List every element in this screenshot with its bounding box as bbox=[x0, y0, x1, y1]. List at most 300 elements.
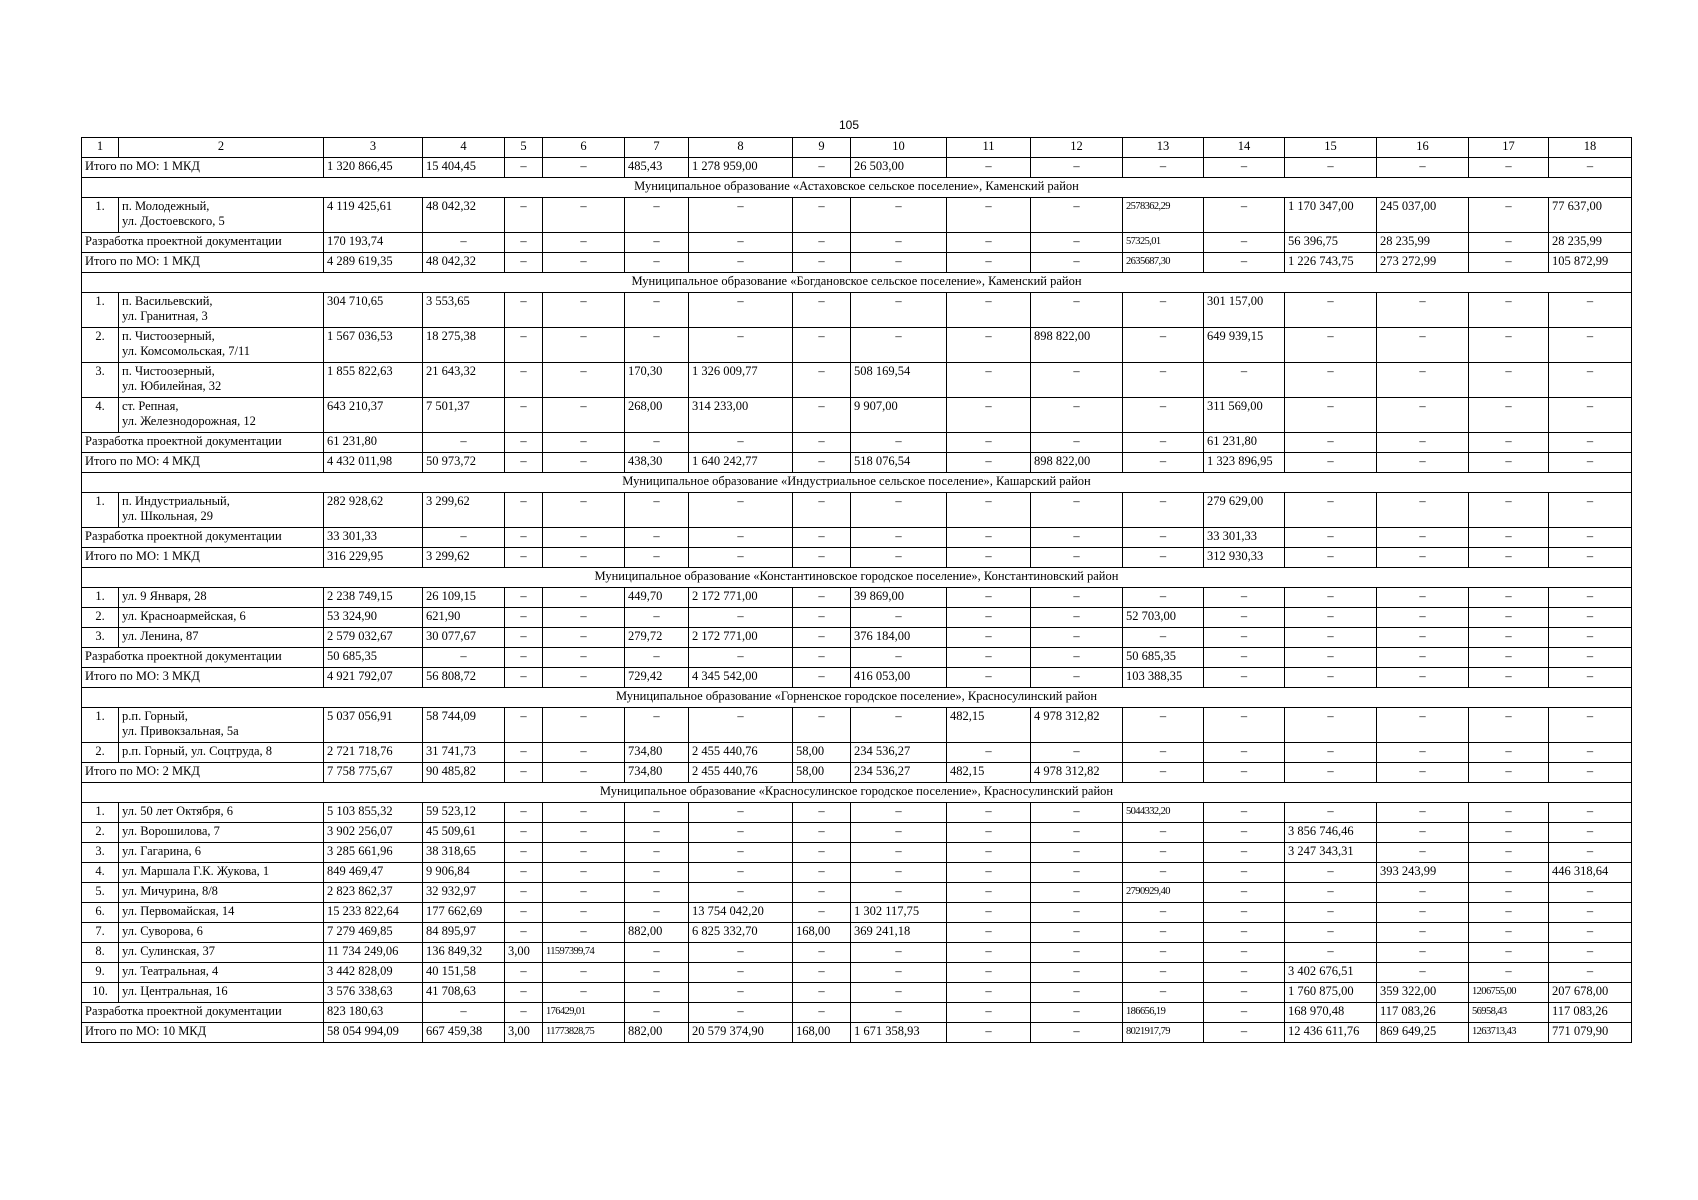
value-cell: – bbox=[947, 923, 1031, 943]
value-cell: 41 708,63 bbox=[423, 983, 505, 1003]
address-cell bbox=[119, 608, 324, 628]
value-cell: 4 978 312,82 bbox=[1031, 763, 1123, 783]
value-cell: – bbox=[947, 293, 1031, 328]
address-line: ул. Театральная, 4 bbox=[122, 964, 219, 978]
value-cell: 52 703,00 bbox=[1123, 608, 1204, 628]
column-header: 13 bbox=[1123, 138, 1204, 158]
value-cell: 314 233,00 bbox=[689, 398, 793, 433]
value-cell: – bbox=[1469, 198, 1549, 233]
value-cell: 268,00 bbox=[625, 398, 689, 433]
value-cell: 2 455 440,76 bbox=[689, 743, 793, 763]
row-number: 1. bbox=[82, 588, 119, 608]
section-title: Муниципальное образование «Константиновское городское поселение», Константиновский район bbox=[82, 568, 1632, 588]
value-cell: – bbox=[1469, 708, 1549, 743]
value-cell: – bbox=[1031, 363, 1123, 398]
value-cell: – bbox=[851, 943, 947, 963]
value-cell: 2578362,29 bbox=[1123, 198, 1204, 233]
value-cell: 2 823 862,37 bbox=[324, 883, 423, 903]
row-number: 6. bbox=[82, 903, 119, 923]
value-cell: – bbox=[689, 863, 793, 883]
data-table bbox=[81, 137, 1632, 1043]
value-cell: – bbox=[1549, 588, 1632, 608]
value-cell: – bbox=[543, 903, 625, 923]
value-cell: 234 536,27 bbox=[851, 763, 947, 783]
value-cell: 136 849,32 bbox=[423, 943, 505, 963]
row-label: Итого по МО: 3 МКД bbox=[82, 668, 324, 688]
value-cell: 56958,43 bbox=[1469, 1003, 1549, 1023]
value-cell: 1 326 009,77 bbox=[689, 363, 793, 398]
value-cell: – bbox=[1469, 628, 1549, 648]
value-cell: – bbox=[689, 823, 793, 843]
table-row bbox=[82, 493, 1632, 528]
value-cell: 11 734 249,06 bbox=[324, 943, 423, 963]
value-cell: 45 509,61 bbox=[423, 823, 505, 843]
table-row bbox=[82, 823, 1632, 843]
value-cell: – bbox=[793, 198, 851, 233]
value-cell: – bbox=[689, 708, 793, 743]
value-cell: 168 970,48 bbox=[1285, 1003, 1377, 1023]
address-cell bbox=[119, 903, 324, 923]
value-cell: – bbox=[851, 803, 947, 823]
value-cell: 50 973,72 bbox=[423, 453, 505, 473]
column-header: 11 bbox=[947, 138, 1031, 158]
value-cell: – bbox=[505, 548, 543, 568]
table-row bbox=[82, 923, 1632, 943]
value-cell: – bbox=[505, 923, 543, 943]
value-cell: – bbox=[793, 493, 851, 528]
value-cell: – bbox=[1549, 328, 1632, 363]
value-cell: 61 231,80 bbox=[324, 433, 423, 453]
value-cell: – bbox=[1469, 963, 1549, 983]
value-cell: – bbox=[543, 328, 625, 363]
value-cell: – bbox=[1285, 628, 1377, 648]
row-number: 1. bbox=[82, 293, 119, 328]
value-cell: – bbox=[1285, 158, 1377, 178]
value-cell: – bbox=[1549, 628, 1632, 648]
value-cell: – bbox=[793, 963, 851, 983]
value-cell: – bbox=[1377, 608, 1469, 628]
value-cell: – bbox=[1031, 198, 1123, 233]
value-cell: 20 579 374,90 bbox=[689, 1023, 793, 1043]
value-cell: – bbox=[1377, 923, 1469, 943]
value-cell: – bbox=[851, 548, 947, 568]
value-cell: 15 233 822,64 bbox=[324, 903, 423, 923]
value-cell: – bbox=[1031, 883, 1123, 903]
value-cell: – bbox=[1204, 863, 1285, 883]
value-cell: – bbox=[625, 823, 689, 843]
value-cell: 3,00 bbox=[505, 943, 543, 963]
value-cell: – bbox=[851, 823, 947, 843]
value-cell: – bbox=[1204, 743, 1285, 763]
value-cell: 667 459,38 bbox=[423, 1023, 505, 1043]
value-cell: 518 076,54 bbox=[851, 453, 947, 473]
value-cell: 105 872,99 bbox=[1549, 253, 1632, 273]
value-cell: – bbox=[1377, 708, 1469, 743]
value-cell: 3 299,62 bbox=[423, 548, 505, 568]
value-cell: – bbox=[1285, 453, 1377, 473]
value-cell: – bbox=[505, 903, 543, 923]
address-cell bbox=[119, 803, 324, 823]
value-cell: – bbox=[1377, 328, 1469, 363]
address-line: ул. Гагарина, 6 bbox=[122, 844, 202, 858]
value-cell: – bbox=[1549, 158, 1632, 178]
value-cell: – bbox=[1204, 983, 1285, 1003]
value-cell: – bbox=[1549, 943, 1632, 963]
value-cell: – bbox=[947, 398, 1031, 433]
value-cell: – bbox=[689, 528, 793, 548]
value-cell: 1 320 866,45 bbox=[324, 158, 423, 178]
value-cell: 186656,19 bbox=[1123, 1003, 1204, 1023]
value-cell: – bbox=[1123, 963, 1204, 983]
value-cell: – bbox=[625, 328, 689, 363]
address-line: ул. Железнодорожная, 12 bbox=[122, 414, 256, 428]
column-header-row bbox=[82, 138, 1632, 158]
value-cell: – bbox=[689, 233, 793, 253]
value-cell: – bbox=[1285, 923, 1377, 943]
row-number: 2. bbox=[82, 743, 119, 763]
value-cell: 301 157,00 bbox=[1204, 293, 1285, 328]
value-cell: – bbox=[543, 628, 625, 648]
value-cell: – bbox=[505, 823, 543, 843]
value-cell: – bbox=[851, 863, 947, 883]
row-label: Разработка проектной документации bbox=[82, 233, 324, 253]
value-cell: – bbox=[1031, 963, 1123, 983]
value-cell: – bbox=[947, 983, 1031, 1003]
value-cell: – bbox=[1469, 668, 1549, 688]
value-cell: – bbox=[1377, 588, 1469, 608]
value-cell: – bbox=[543, 763, 625, 783]
value-cell: – bbox=[625, 943, 689, 963]
value-cell: – bbox=[625, 233, 689, 253]
value-cell: – bbox=[625, 1003, 689, 1023]
value-cell: – bbox=[1285, 528, 1377, 548]
value-cell: 177 662,69 bbox=[423, 903, 505, 923]
value-cell: 3 442 828,09 bbox=[324, 963, 423, 983]
value-cell: 273 272,99 bbox=[1377, 253, 1469, 273]
value-cell: – bbox=[1377, 493, 1469, 528]
value-cell: – bbox=[543, 608, 625, 628]
value-cell: – bbox=[543, 668, 625, 688]
value-cell: 5 037 056,91 bbox=[324, 708, 423, 743]
address-cell bbox=[119, 628, 324, 648]
value-cell: – bbox=[1377, 433, 1469, 453]
value-cell: 31 741,73 bbox=[423, 743, 505, 763]
value-cell: – bbox=[1204, 233, 1285, 253]
address-cell bbox=[119, 823, 324, 843]
value-cell: – bbox=[947, 943, 1031, 963]
value-cell: – bbox=[1123, 863, 1204, 883]
value-cell: – bbox=[625, 548, 689, 568]
value-cell: – bbox=[1285, 743, 1377, 763]
value-cell: 21 643,32 bbox=[423, 363, 505, 398]
value-cell: – bbox=[1377, 158, 1469, 178]
value-cell: – bbox=[1549, 903, 1632, 923]
address-line: п. Молодежный, bbox=[122, 199, 210, 213]
value-cell: – bbox=[1549, 648, 1632, 668]
value-cell: 53 324,90 bbox=[324, 608, 423, 628]
value-cell: 1263713,43 bbox=[1469, 1023, 1549, 1043]
value-cell: – bbox=[947, 608, 1031, 628]
section-title: Муниципальное образование «Горненское городское поселение», Красносулинский район bbox=[82, 688, 1632, 708]
value-cell: – bbox=[625, 253, 689, 273]
address-line: п. Чистоозерный, bbox=[122, 329, 215, 343]
value-cell: – bbox=[851, 253, 947, 273]
value-cell: 882,00 bbox=[625, 923, 689, 943]
value-cell: 734,80 bbox=[625, 763, 689, 783]
value-cell: – bbox=[947, 158, 1031, 178]
address-line: р.п. Горный, ул. Соцтруда, 8 bbox=[122, 744, 273, 758]
column-header: 2 bbox=[119, 138, 324, 158]
address-cell bbox=[119, 843, 324, 863]
value-cell: 1 170 347,00 bbox=[1285, 198, 1377, 233]
value-cell: – bbox=[543, 293, 625, 328]
value-cell: – bbox=[625, 708, 689, 743]
address-line: п. Индустриальный, bbox=[122, 494, 230, 508]
value-cell: – bbox=[851, 493, 947, 528]
address-line: ул. Красноармейская, 6 bbox=[122, 609, 246, 623]
value-cell: – bbox=[793, 253, 851, 273]
value-cell: – bbox=[1469, 363, 1549, 398]
value-cell: 3 553,65 bbox=[423, 293, 505, 328]
value-cell: – bbox=[1123, 843, 1204, 863]
value-cell: – bbox=[1204, 903, 1285, 923]
value-cell: – bbox=[1031, 1003, 1123, 1023]
value-cell: – bbox=[625, 528, 689, 548]
address-line: ул. Гранитная, 3 bbox=[122, 309, 208, 323]
address-cell bbox=[119, 983, 324, 1003]
column-header: 18 bbox=[1549, 138, 1632, 158]
address-line: ул. Маршала Г.К. Жукова, 1 bbox=[122, 864, 270, 878]
value-cell: 771 079,90 bbox=[1549, 1023, 1632, 1043]
value-cell: 58 054 994,09 bbox=[324, 1023, 423, 1043]
value-cell: – bbox=[1377, 548, 1469, 568]
address-line: ул. Мичурина, 8/8 bbox=[122, 884, 218, 898]
value-cell: 4 289 619,35 bbox=[324, 253, 423, 273]
value-cell: – bbox=[793, 453, 851, 473]
value-cell: – bbox=[851, 198, 947, 233]
row-number: 2. bbox=[82, 823, 119, 843]
value-cell: 234 536,27 bbox=[851, 743, 947, 763]
value-cell: – bbox=[1469, 588, 1549, 608]
row-number: 4. bbox=[82, 863, 119, 883]
value-cell: – bbox=[1377, 398, 1469, 433]
total-row bbox=[82, 1023, 1632, 1043]
value-cell: – bbox=[1204, 588, 1285, 608]
value-cell: 30 077,67 bbox=[423, 628, 505, 648]
value-cell: – bbox=[947, 883, 1031, 903]
value-cell: – bbox=[851, 883, 947, 903]
value-cell: – bbox=[543, 363, 625, 398]
value-cell: – bbox=[1469, 823, 1549, 843]
address-cell bbox=[119, 708, 324, 743]
value-cell: – bbox=[689, 883, 793, 903]
value-cell: 304 710,65 bbox=[324, 293, 423, 328]
value-cell: – bbox=[1469, 843, 1549, 863]
value-cell: – bbox=[1549, 493, 1632, 528]
value-cell: 26 503,00 bbox=[851, 158, 947, 178]
value-cell: 1 302 117,75 bbox=[851, 903, 947, 923]
value-cell: 446 318,64 bbox=[1549, 863, 1632, 883]
value-cell: – bbox=[543, 493, 625, 528]
value-cell: – bbox=[1285, 398, 1377, 433]
value-cell: – bbox=[505, 763, 543, 783]
value-cell: – bbox=[625, 493, 689, 528]
value-cell: 898 822,00 bbox=[1031, 453, 1123, 473]
row-number: 2. bbox=[82, 608, 119, 628]
value-cell: – bbox=[505, 628, 543, 648]
value-cell: – bbox=[1549, 883, 1632, 903]
value-cell: 1 671 358,93 bbox=[851, 1023, 947, 1043]
row-label: Итого по МО: 1 МКД bbox=[82, 158, 324, 178]
row-label: Итого по МО: 2 МКД bbox=[82, 763, 324, 783]
value-cell: – bbox=[1377, 963, 1469, 983]
value-cell: – bbox=[505, 803, 543, 823]
value-cell: 729,42 bbox=[625, 668, 689, 688]
value-cell: – bbox=[625, 433, 689, 453]
value-cell: – bbox=[505, 433, 543, 453]
value-cell: – bbox=[505, 883, 543, 903]
value-cell: 58,00 bbox=[793, 743, 851, 763]
value-cell: – bbox=[1285, 648, 1377, 668]
value-cell: – bbox=[1469, 293, 1549, 328]
value-cell: 39 869,00 bbox=[851, 588, 947, 608]
value-cell: – bbox=[1377, 743, 1469, 763]
value-cell: 359 322,00 bbox=[1377, 983, 1469, 1003]
value-cell: – bbox=[1549, 548, 1632, 568]
total-row bbox=[82, 1003, 1632, 1023]
value-cell: 84 895,97 bbox=[423, 923, 505, 943]
value-cell: – bbox=[1031, 983, 1123, 1003]
value-cell: – bbox=[1285, 763, 1377, 783]
value-cell: – bbox=[1123, 433, 1204, 453]
row-label: Разработка проектной документации bbox=[82, 648, 324, 668]
value-cell: – bbox=[793, 943, 851, 963]
section-header-row bbox=[82, 688, 1632, 708]
value-cell: – bbox=[1204, 608, 1285, 628]
value-cell: – bbox=[1204, 158, 1285, 178]
value-cell: 168,00 bbox=[793, 923, 851, 943]
value-cell: 15 404,45 bbox=[423, 158, 505, 178]
value-cell: – bbox=[947, 863, 1031, 883]
value-cell: 6 825 332,70 bbox=[689, 923, 793, 943]
address-line: ул. 50 лет Октября, 6 bbox=[122, 804, 234, 818]
value-cell: – bbox=[543, 983, 625, 1003]
value-cell: – bbox=[1204, 648, 1285, 668]
value-cell: – bbox=[1031, 923, 1123, 943]
value-cell: 869 649,25 bbox=[1377, 1023, 1469, 1043]
table-row bbox=[82, 983, 1632, 1003]
value-cell: 56 808,72 bbox=[423, 668, 505, 688]
value-cell: 59 523,12 bbox=[423, 803, 505, 823]
value-cell: – bbox=[947, 528, 1031, 548]
value-cell: – bbox=[689, 943, 793, 963]
value-cell: – bbox=[543, 453, 625, 473]
value-cell: 3 402 676,51 bbox=[1285, 963, 1377, 983]
value-cell: 13 754 042,20 bbox=[689, 903, 793, 923]
value-cell: – bbox=[689, 803, 793, 823]
value-cell: 28 235,99 bbox=[1549, 233, 1632, 253]
value-cell: – bbox=[543, 963, 625, 983]
value-cell: – bbox=[505, 293, 543, 328]
address-cell bbox=[119, 293, 324, 328]
value-cell: 882,00 bbox=[625, 1023, 689, 1043]
table-row bbox=[82, 743, 1632, 763]
value-cell: – bbox=[1204, 843, 1285, 863]
value-cell: 12 436 611,76 bbox=[1285, 1023, 1377, 1043]
value-cell: – bbox=[505, 493, 543, 528]
value-cell: – bbox=[947, 1003, 1031, 1023]
value-cell: 33 301,33 bbox=[324, 528, 423, 548]
value-cell: – bbox=[1123, 363, 1204, 398]
address-line: ул. Первомайская, 14 bbox=[122, 904, 235, 918]
value-cell: – bbox=[689, 608, 793, 628]
value-cell: – bbox=[1469, 883, 1549, 903]
table-row bbox=[82, 588, 1632, 608]
value-cell: – bbox=[1123, 763, 1204, 783]
value-cell: 3,00 bbox=[505, 1023, 543, 1043]
value-cell: 482,15 bbox=[947, 708, 1031, 743]
value-cell: – bbox=[947, 253, 1031, 273]
row-number: 9. bbox=[82, 963, 119, 983]
row-label: Итого по МО: 10 МКД bbox=[82, 1023, 324, 1043]
value-cell: – bbox=[793, 328, 851, 363]
value-cell: – bbox=[625, 198, 689, 233]
address-line: ул. Сулинская, 37 bbox=[122, 944, 216, 958]
value-cell: – bbox=[543, 803, 625, 823]
value-cell: – bbox=[1285, 903, 1377, 923]
value-cell: – bbox=[1031, 293, 1123, 328]
total-row bbox=[82, 528, 1632, 548]
address-line: ст. Репная, bbox=[122, 399, 179, 413]
table-row bbox=[82, 363, 1632, 398]
value-cell: – bbox=[851, 233, 947, 253]
column-header: 12 bbox=[1031, 138, 1123, 158]
value-cell: – bbox=[1031, 493, 1123, 528]
value-cell: – bbox=[851, 328, 947, 363]
value-cell: 2 455 440,76 bbox=[689, 763, 793, 783]
value-cell: – bbox=[1031, 903, 1123, 923]
value-cell: – bbox=[1469, 743, 1549, 763]
value-cell: 898 822,00 bbox=[1031, 328, 1123, 363]
value-cell: – bbox=[1377, 843, 1469, 863]
row-number: 1. bbox=[82, 198, 119, 233]
value-cell: – bbox=[1123, 158, 1204, 178]
value-cell: – bbox=[1123, 528, 1204, 548]
value-cell: – bbox=[1469, 763, 1549, 783]
value-cell: 90 485,82 bbox=[423, 763, 505, 783]
total-row bbox=[82, 648, 1632, 668]
value-cell: 3 299,62 bbox=[423, 493, 505, 528]
value-cell: 643 210,37 bbox=[324, 398, 423, 433]
value-cell: 282 928,62 bbox=[324, 493, 423, 528]
value-cell: – bbox=[793, 803, 851, 823]
row-label: Итого по МО: 1 МКД bbox=[82, 548, 324, 568]
total-row bbox=[82, 253, 1632, 273]
value-cell: – bbox=[793, 433, 851, 453]
value-cell: – bbox=[1031, 233, 1123, 253]
value-cell: 369 241,18 bbox=[851, 923, 947, 943]
value-cell: – bbox=[625, 963, 689, 983]
value-cell: – bbox=[1123, 493, 1204, 528]
value-cell: – bbox=[1549, 963, 1632, 983]
value-cell: – bbox=[689, 1003, 793, 1023]
value-cell: – bbox=[689, 433, 793, 453]
row-number: 3. bbox=[82, 843, 119, 863]
value-cell: 61 231,80 bbox=[1204, 433, 1285, 453]
value-cell: – bbox=[1123, 453, 1204, 473]
value-cell: – bbox=[1549, 923, 1632, 943]
value-cell: – bbox=[543, 883, 625, 903]
